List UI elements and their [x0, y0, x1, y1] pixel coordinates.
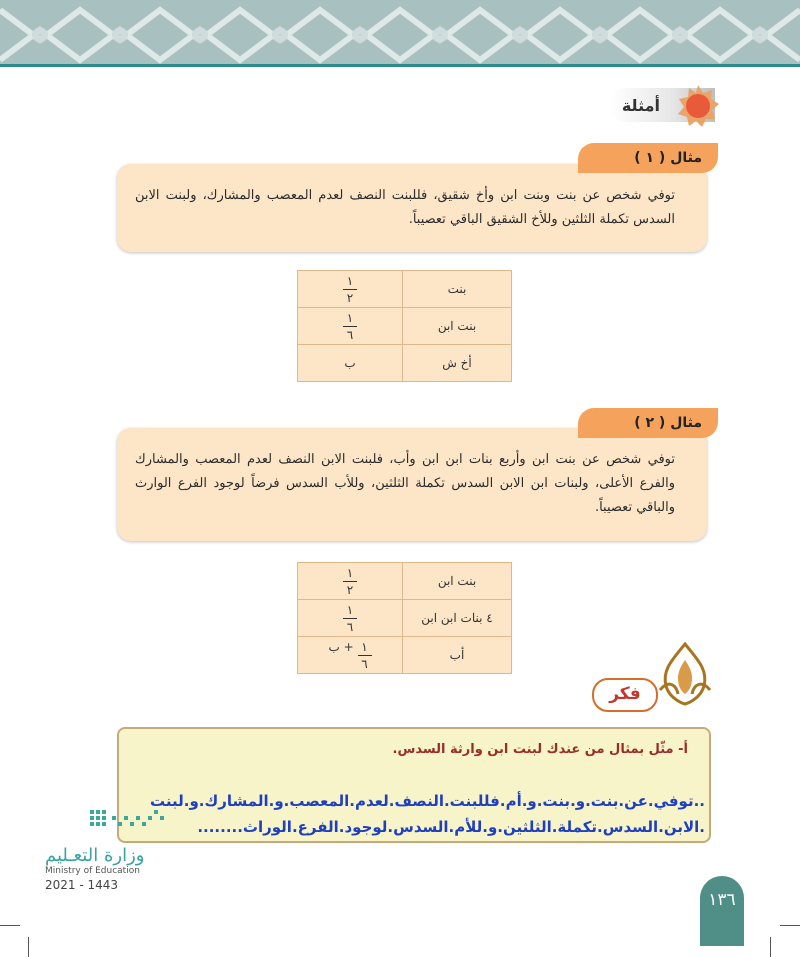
share-cell: $\frac{١}{٦}$ + ب — [298, 637, 403, 674]
crop-mark — [770, 937, 771, 957]
think-answer-line: .الابن.السدس.تكملة.الثلثين.و.للأم.السدس.لوجود.الفرع.الوراث........ — [197, 818, 705, 836]
think-question: أ- مثّل بمثال من عندك لبنت ابن وارثة السدس. — [392, 742, 688, 757]
crop-mark — [0, 925, 20, 926]
heir-cell: أب — [403, 637, 512, 674]
table-row — [298, 600, 512, 637]
share-cell: $\frac{١}{٢}$ — [298, 563, 403, 600]
think-answer-line: ..توفي.عن.بنت.و.بنت.و.أم.فللبنت.النصف.لعدم.المعصب.و.المشارك.و.لبنت — [150, 792, 705, 810]
heir-cell: ٤ بنات ابن ابن — [403, 600, 512, 637]
heir-cell: أخ ش — [403, 345, 512, 382]
ministry-name-arabic: وزارة التعـليم — [45, 845, 145, 866]
example-text: توفي شخص عن بنت وبنت ابن وأخ شقيق، فللبنت النصف لعدم المعصب والمشارك، ولبنت الابن السدس تكملة الثلثين وللأخ الشقيق الباقي تعصيباً. — [135, 188, 675, 227]
table-row — [298, 637, 512, 674]
page-number: ١٣٦ — [700, 876, 744, 946]
table-row — [298, 345, 512, 382]
crop-mark — [780, 925, 800, 926]
year-label: 2021 - 1443 — [45, 878, 119, 892]
table-row — [298, 271, 512, 308]
heir-cell: بنت — [403, 271, 512, 308]
inheritance-table — [297, 270, 512, 382]
table-row — [298, 308, 512, 345]
example-label: مثال ( ٢ ) — [578, 408, 718, 438]
header-pattern — [0, 0, 800, 64]
share-cell: $\frac{١}{٢}$ — [298, 271, 403, 308]
think-label: فكر — [592, 678, 658, 712]
ornament-icon — [652, 640, 718, 716]
inheritance-table — [297, 562, 512, 674]
table-row — [298, 563, 512, 600]
crop-mark — [28, 937, 29, 957]
example-text: توفي شخص عن بنت ابن وأربع بنات ابن ابن وأب، فلبنت الابن النصف لعدم المعصب والمشارك والفرع الأعلى، ولبنات ابن الابن السدس تكملة الثلثين، وللأب السدس فرضاً لوجود الفرع الوارث والباقي تعصيباً. — [135, 452, 676, 515]
share-cell: ب — [298, 345, 403, 382]
section-title: أمثلة — [621, 96, 660, 115]
heir-cell: بنت ابن — [403, 563, 512, 600]
header-rule — [0, 64, 800, 67]
ministry-name-english: Ministry of Education — [45, 866, 140, 876]
example-label: مثال ( ١ ) — [578, 143, 718, 173]
star-badge-icon — [676, 84, 720, 132]
share-cell: $\frac{١}{٦}$ — [298, 308, 403, 345]
ministry-logo-icon — [88, 806, 178, 840]
heir-cell: بنت ابن — [403, 308, 512, 345]
share-cell: $\frac{١}{٦}$ — [298, 600, 403, 637]
